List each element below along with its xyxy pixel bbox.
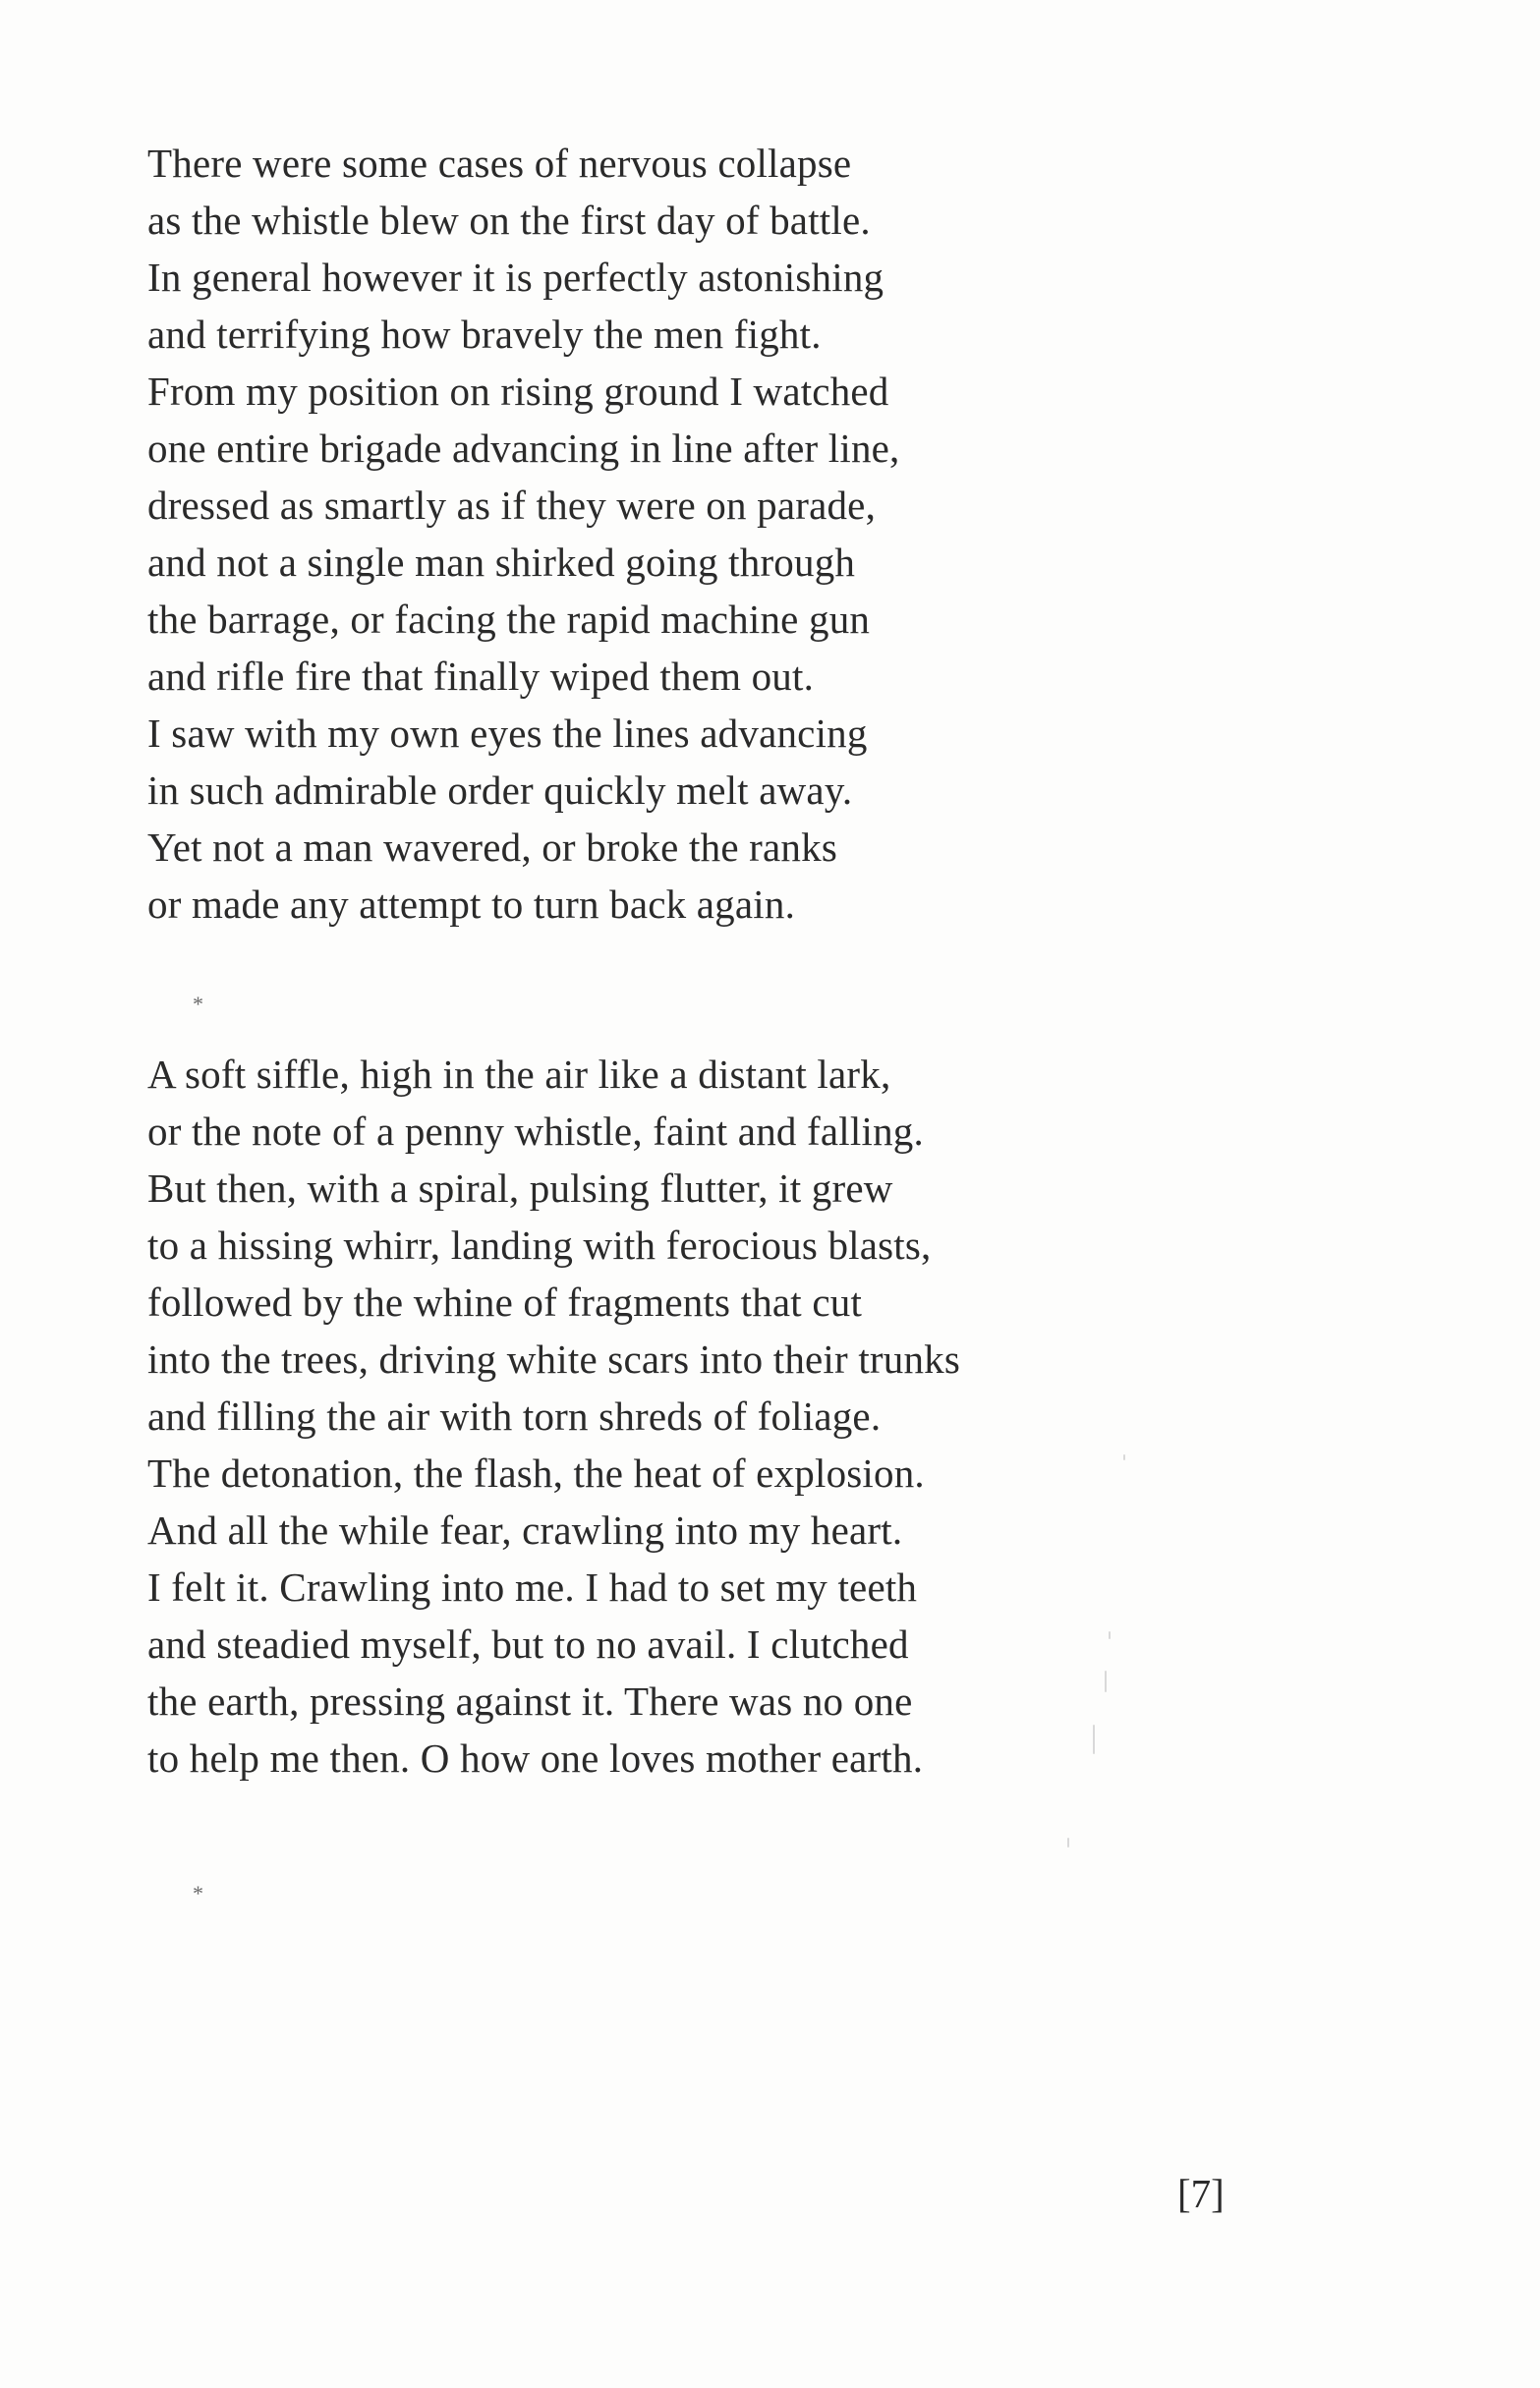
verse-line: the earth, pressing against it. There was no one xyxy=(147,1678,913,1724)
page-number: [7] xyxy=(1177,2171,1225,2216)
verse-line: dressed as smartly as if they were on parade, xyxy=(147,483,877,528)
verse-line: In general however it is perfectly astonishing xyxy=(147,255,884,300)
verse-line: as the whistle blew on the first day of battle. xyxy=(147,198,871,243)
verse-line: But then, with a spiral, pulsing flutter, it grew xyxy=(147,1166,893,1211)
verse-line: into the trees, driving white scars into their trunks xyxy=(147,1336,961,1382)
verse-line: and filling the air with torn shreds of foliage. xyxy=(147,1393,882,1439)
verse-line: or made any attempt to turn back again. xyxy=(147,881,796,927)
verse-line: the barrage, or facing the rapid machine gun xyxy=(147,597,871,642)
verse-line: and steadied myself, but to no avail. I clutched xyxy=(147,1621,909,1667)
verse-line: in such admirable order quickly melt away. xyxy=(147,768,853,813)
scan-speck xyxy=(1109,1631,1111,1639)
verse-line: A soft siffle, high in the air like a distant lark, xyxy=(147,1052,891,1097)
verse-line: one entire brigade advancing in line after line, xyxy=(147,426,900,471)
section-divider: * xyxy=(193,992,203,1016)
scan-speck xyxy=(1093,1725,1095,1754)
verse-line: to help me then. O how one loves mother earth. xyxy=(147,1735,924,1781)
verse-line: I saw with my own eyes the lines advancing xyxy=(147,711,868,756)
verse-line: and rifle fire that finally wiped them out. xyxy=(147,654,815,699)
verse-line: to a hissing whirr, landing with ferocious blasts, xyxy=(147,1222,932,1268)
verse-line: The detonation, the flash, the heat of explosion. xyxy=(147,1450,925,1496)
stanza-1 xyxy=(147,135,900,933)
verse-line: and terrifying how bravely the men fight. xyxy=(147,312,822,357)
scan-speck xyxy=(1067,1838,1069,1848)
section-divider: * xyxy=(193,1881,203,1905)
verse-line: followed by the whine of fragments that cut xyxy=(147,1279,863,1325)
verse-line: From my position on rising ground I watched xyxy=(147,369,889,414)
scan-speck xyxy=(1123,1454,1125,1460)
verse-line: Yet not a man wavered, or broke the ranks xyxy=(147,824,837,870)
verse-line: There were some cases of nervous collapse xyxy=(147,141,852,186)
verse-line: or the note of a penny whistle, faint and falling. xyxy=(147,1109,924,1154)
verse-line: And all the while fear, crawling into my heart. xyxy=(147,1507,903,1553)
verse-line: and not a single man shirked going through xyxy=(147,540,856,585)
scan-speck xyxy=(1105,1671,1107,1692)
stanza-2 xyxy=(147,1046,960,1787)
verse-line: I felt it. Crawling into me. I had to set my teeth xyxy=(147,1564,918,1610)
